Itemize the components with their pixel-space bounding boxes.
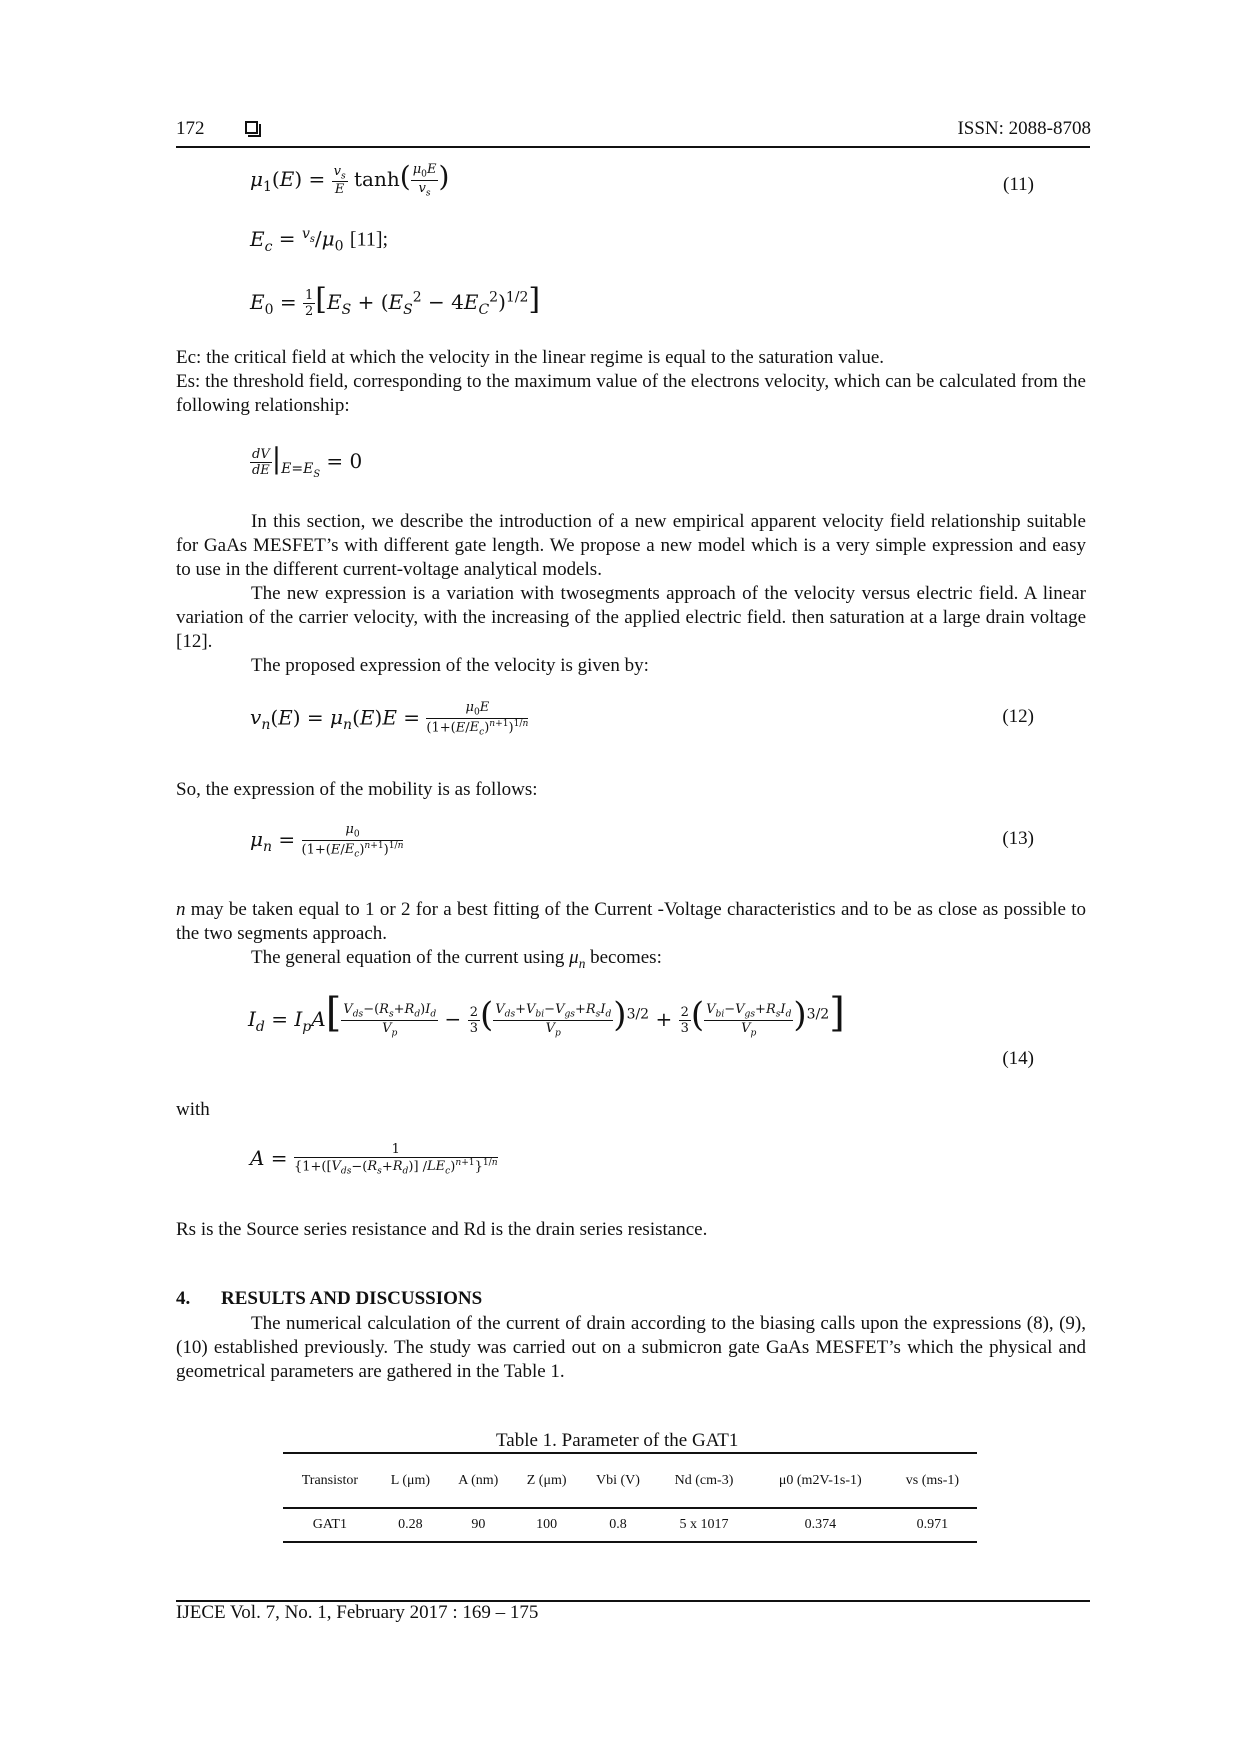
with-label: with	[176, 1099, 210, 1120]
table-header-row	[283, 1453, 977, 1508]
n-variable: n	[176, 899, 186, 920]
equation-number: (11)	[1003, 174, 1034, 195]
equation-number: (12)	[1002, 706, 1034, 727]
table-header-cell: μ0 (m2V-1s-1)	[778, 1472, 862, 1488]
table-cell: 0.8	[609, 1517, 627, 1532]
footer-citation: IJECE Vol. 7, No. 1, February 2017 : 169 – 175	[176, 1602, 539, 1623]
table-header-cell: A (nm)	[458, 1472, 499, 1488]
table-header-cell: Z (μm)	[526, 1472, 567, 1488]
paragraph-mobility-intro: So, the expression of the mobility is as follows:	[176, 779, 538, 800]
equation-13: $\mu_n$ = $\frac{\mu_0}{(1+(E/E_c)^{n+1})^{1/n}}$	[250, 822, 404, 860]
header-rule	[176, 146, 1090, 148]
paragraph-intro: In this section, we describe the introduction of a new empirical apparent velocity field relationship suitable for GaAs MESFET’s with different gate length. We propose a new model which is a very simple expression and easy to use in the different current-voltage analytical models.	[176, 511, 1086, 580]
equation-12: $v_n(E) = \mu_n(E)E$ = $\frac{\mu_0E}{(1+(E/E_c)^{n+1})^{1/n}}$	[250, 700, 529, 738]
equation-ec: $E_c = ^{v_s}/\mu_0$ [11];	[250, 226, 389, 255]
equation-number: (14)	[1002, 1048, 1034, 1069]
table-cell: 5 x 1017	[679, 1517, 729, 1532]
table-cell: 0.971	[916, 1517, 949, 1532]
table-row	[283, 1508, 977, 1542]
header-box-icon	[245, 121, 258, 134]
table-cell: 0.28	[398, 1517, 423, 1532]
table-header-cell: Nd (cm-3)	[674, 1472, 734, 1488]
parameter-table	[283, 1452, 977, 1543]
equation-e0: $E_0$ = $\frac{1}{2}$ $[E_S + (E_S^2 - 4E_C^2)^{1/2}]$	[250, 282, 541, 319]
table-caption: Table 1. Parameter of the GAT1	[496, 1430, 739, 1451]
table-header-cell: Vbi (V)	[596, 1472, 640, 1488]
page-number: 172	[176, 118, 205, 139]
paragraph-two-segments: The new expression is a variation with twosegments approach of the velocity versus electric field. A linear variation of the carrier velocity, with the increasing of the applied electric field. then saturation at a large drain voltage [12].	[176, 583, 1086, 652]
resistance-definition: Rs is the Source series resistance and Rd is the drain series resistance.	[176, 1219, 708, 1240]
equation-a: A = $\frac{1}{\{1+([V_{ds}-(R_s+R_d)] /LE_c)^{n+1}\}^{1/n}}$	[250, 1142, 498, 1177]
paragraph-n-rest: may be taken equal to 1 or 2 for a best fitting of the Current -Voltage characteristics and to be as close as possible to the two segments approach.	[176, 899, 1086, 944]
table-header-cell: vs (ms-1)	[905, 1472, 960, 1488]
section-heading: 4. RESULTS AND DISCUSSIONS	[176, 1288, 483, 1309]
paragraph-results: The numerical calculation of the current of drain according to the biasing calls upon the expressions (8), (9), (10) established previously. The study was carried out on a submicron gate GaAs MESFET’s which the physical and geometrical parameters are gathered in the Table 1.	[176, 1313, 1086, 1382]
table-header-cell: Transistor	[301, 1472, 359, 1488]
table-cell: GAT1	[312, 1517, 347, 1532]
equation-11: $\mu_1(E)$ = $\frac{v_s}{E}$ tanh( $\frac{\mu_0E}{v_s}$ )	[250, 160, 450, 199]
equation-derivative: $\frac{dV}{dE}$ $|_{E=E_S} = 0$	[251, 442, 363, 480]
issn: ISSN: 2088-8708	[957, 118, 1091, 139]
table-cell: 100	[536, 1517, 558, 1532]
equation-14: $I_d = I_pA$[ $\frac{V_{ds}-(R_s+R_d)I_d}{V_p}$ − $\frac{2}{3}$ ( $\frac{V_{ds}+V_{bi}-V_{gs}+R_sI_d}{V_p}$ )$^{3/2}$ + $\frac{2}{3}$ ( $\frac{V_{bi}-V_{gs}+R_sI_d}{V_p}$ )$^{3/2}$]	[248, 990, 845, 1039]
es-definition: Es: the threshold field, corresponding to the maximum value of the electrons velocity, which can be calculated from the following relationship:	[176, 371, 1086, 416]
table-cell: 0.374	[804, 1517, 837, 1532]
ec-reference: [11];	[349, 228, 389, 251]
paragraph-general-equation: The general equation of the current using $\mu_n$ becomes:	[251, 947, 662, 971]
paragraph-velocity-intro: The proposed expression of the velocity is given by:	[251, 655, 649, 676]
equation-number: (13)	[1002, 828, 1034, 849]
table-cell: 90	[471, 1517, 486, 1532]
ec-definition: Ec: the critical field at which the velocity in the linear regime is equal to the saturation value.	[176, 347, 885, 368]
table-header-cell: L (μm)	[390, 1472, 431, 1488]
paragraph-n-value	[176, 898, 1086, 946]
